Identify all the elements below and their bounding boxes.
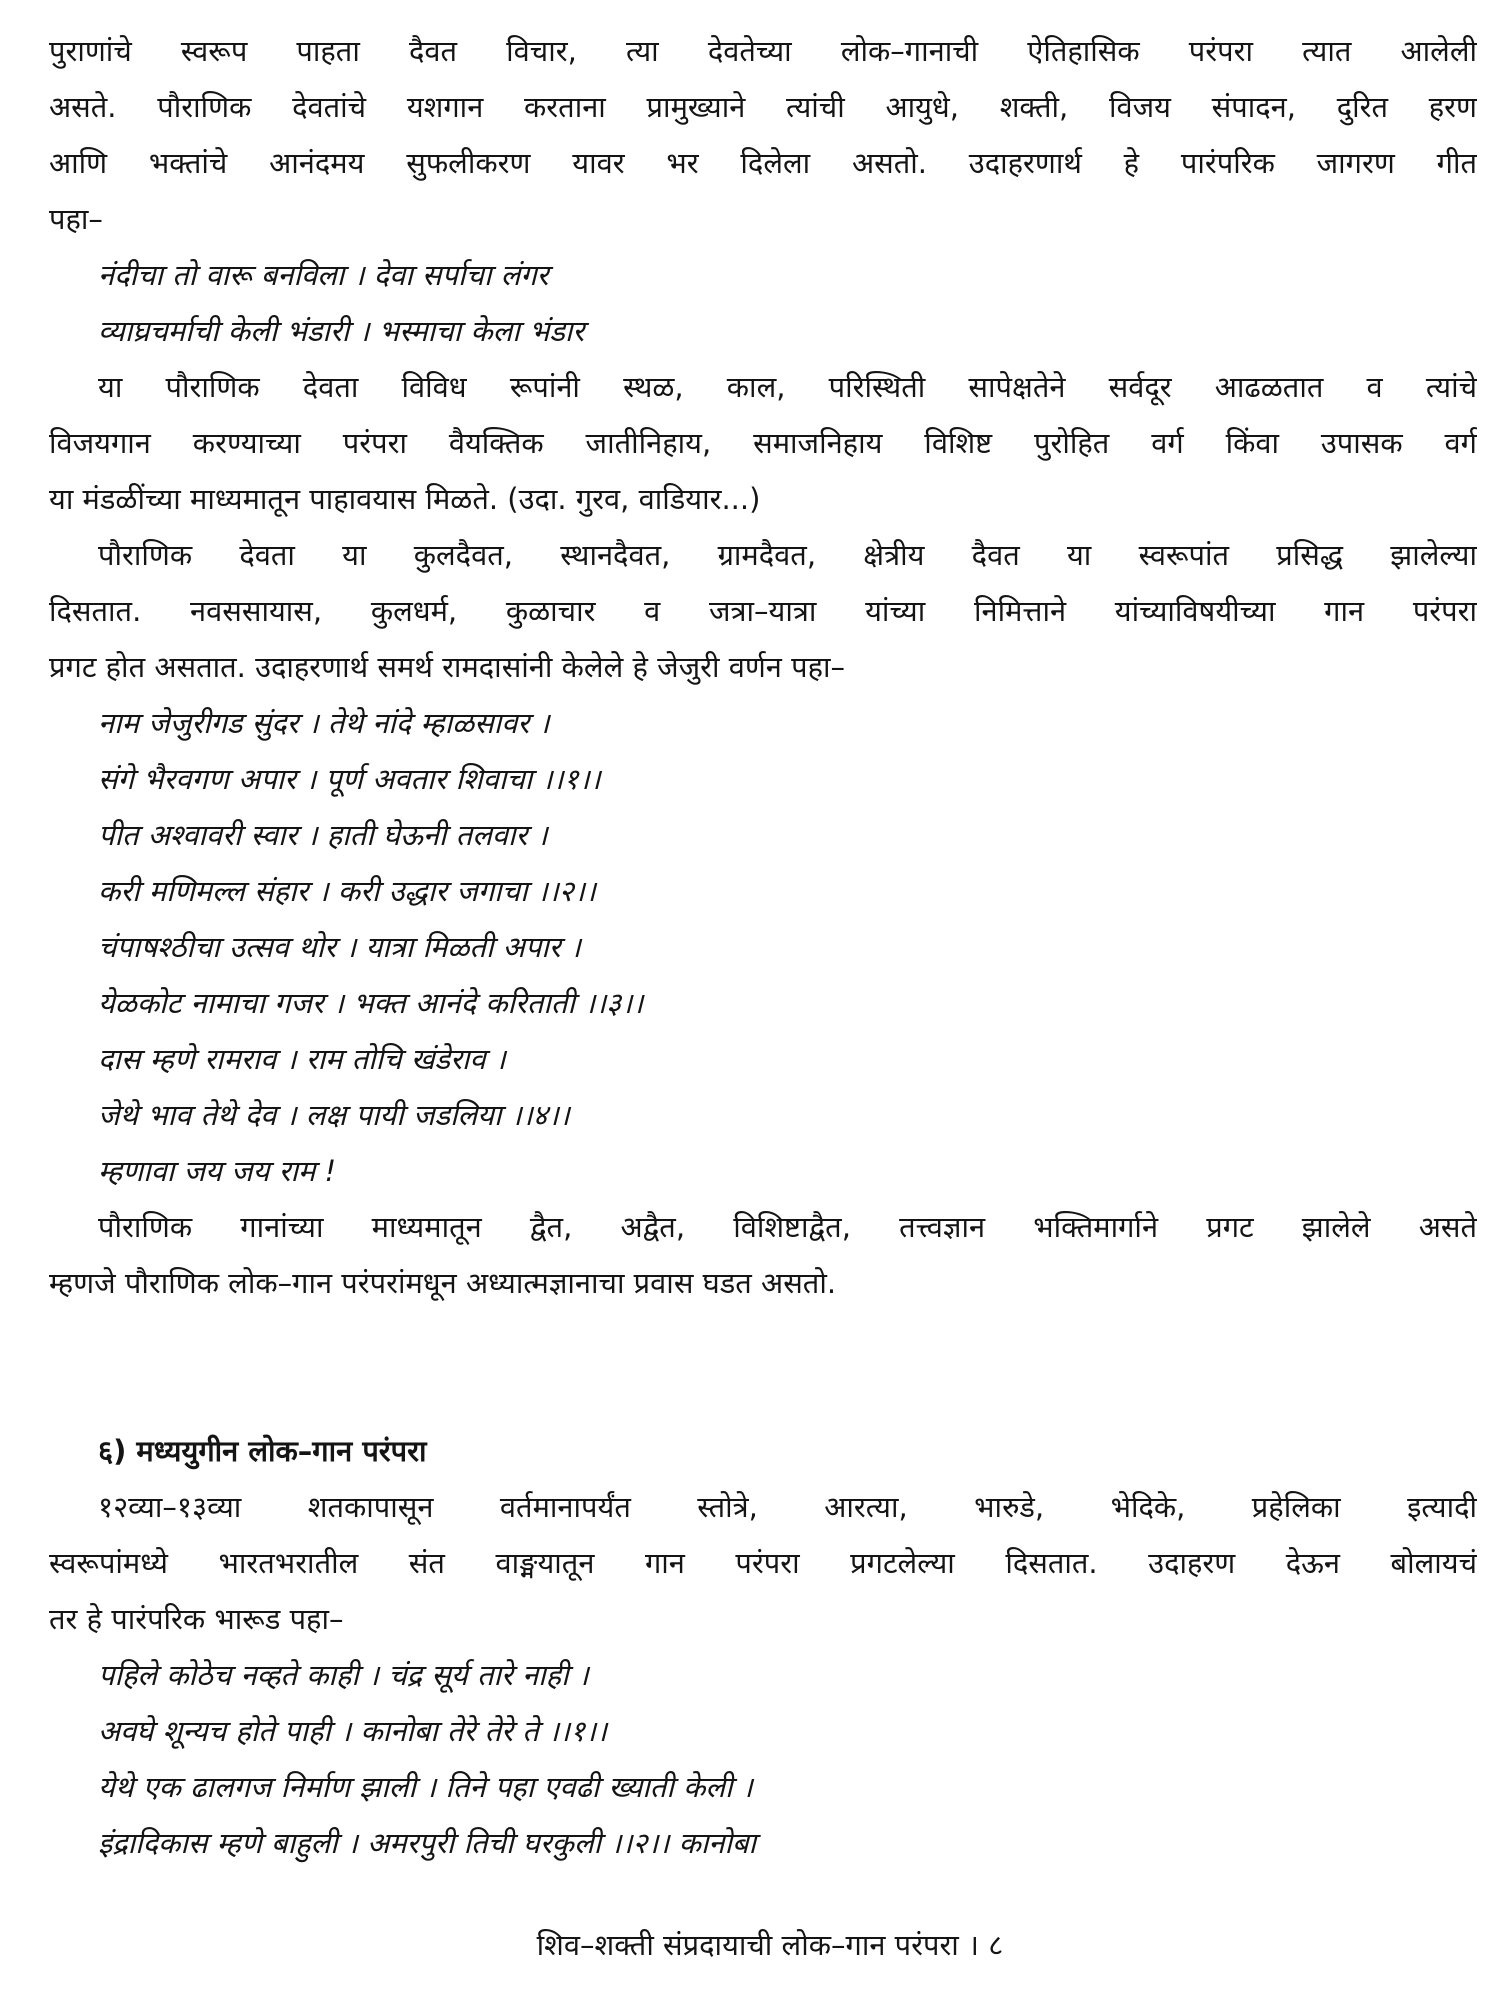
text-line: पहा– <box>49 202 103 236</box>
verse-line: पहिले कोठेच नव्हते काही । चंद्र सूर्य तारे नाही । <box>98 1658 589 1692</box>
section-gap <box>49 1367 1477 1423</box>
verse-block <box>49 247 1477 359</box>
text-line: पुराणांचे स्वरूप पाहता दैवत विचार, त्या देवतेच्या लोक–गानाची ऐतिहासिक परंपरा त्यात आलेली <box>49 34 1477 68</box>
verse-line: पीत अश्वावरी स्वार । हाती घेऊनी तलवार । <box>98 818 548 852</box>
text-line: म्हणजे पौराणिक लोक–गान परंपरांमधून अध्यात्मज्ञानाचा प्रवास घडत असतो. <box>49 1266 837 1300</box>
verse-line: नाम जेजुरीगड सुंदर । तेथे नांदे म्हाळसावर । <box>98 706 550 740</box>
verse-line: म्हणावा जय जय राम ! <box>98 1154 337 1188</box>
text-line: १२व्या–१३व्या शतकापासून वर्तमानापर्यंत स्तोत्रे, आरत्या, भारुडे, भेदिके, प्रहेलिका इत्यादी <box>98 1490 1477 1524</box>
verse-line: येळकोट नामाचा गजर । भक्त आनंदे करिताती ।।३।। <box>98 986 644 1020</box>
text-line: तर हे पारंपरिक भारूड पहा– <box>49 1602 344 1636</box>
verse-line: दास म्हणे रामराव । राम तोचि खंडेराव । <box>98 1042 506 1076</box>
document-body <box>49 23 1477 1871</box>
verse-line: संगे भैरवगण अपार । पूर्ण अवतार शिवाचा ।।१।। <box>98 762 601 796</box>
section-gap <box>49 1311 1477 1367</box>
verse-line: नंदीचा तो वारू बनविला । देवा सर्पाचा लंगर <box>98 258 549 292</box>
paragraph <box>49 1479 1477 1647</box>
verse-line: व्याघ्रचर्माची केली भंडारी । भस्माचा केला भंडार <box>98 314 585 348</box>
paragraph <box>49 23 1477 247</box>
verse-block <box>49 695 1477 1199</box>
text-line: या पौराणिक देवता विविध रूपांनी स्थळ, काल, परिस्थिती सापेक्षतेने सर्वदूर आढळतात व त्यांचे <box>98 370 1477 404</box>
verse-line: इंद्रादिकास म्हणे बाहुली । अमरपुरी तिची घरकुली ।।२।। कानोबा <box>98 1826 757 1860</box>
text-line: आणि भक्तांचे आनंदमय सुफलीकरण यावर भर दिलेला असतो. उदाहरणार्थ हे पारंपरिक जागरण गीत <box>49 146 1477 180</box>
verse-line: अवघे शून्यच होते पाही । कानोबा तेरे तेरे ते ।।१।। <box>98 1714 608 1748</box>
text-line: विजयगान करण्याच्या परंपरा वैयक्तिक जातीनिहाय, समाजनिहाय विशिष्ट पुरोहित वर्ग किंवा उपासक वर्ग <box>49 426 1477 460</box>
text-line: पौराणिक गानांच्या माध्यमातून द्वैत, अद्वैत, विशिष्टाद्वैत, तत्त्वज्ञान भक्तिमार्गाने प्रगट झालेले असते <box>98 1210 1477 1244</box>
text-line: प्रगट होत असतात. उदाहरणार्थ समर्थ रामदासांनी केलेले हे जेजुरी वर्णन पहा– <box>49 650 845 684</box>
paragraph <box>49 1199 1477 1311</box>
page-footer: शिव–शक्ती संप्रदायाची लोक–गान परंपरा । ८ <box>536 1928 1004 1962</box>
verse-line: करी मणिमल्ल संहार । करी उद्धार जगाचा ।।२।। <box>98 874 596 908</box>
text-line: दिसतात. नवससायास, कुलधर्म, कुळाचार व जत्रा–यात्रा यांच्या निमित्ताने यांच्याविषयीच्या गान परंपरा <box>49 594 1477 628</box>
text-line: या मंडळींच्या माध्यमातून पाहावयास मिळते. (उदा. गुरव, वाडियार...) <box>49 482 761 516</box>
heading-text: ६) मध्ययुगीन लोक–गान परंपरा <box>98 1434 427 1468</box>
text-line: स्वरूपांमध्ये भारतभरातील संत वाङ्मयातून गान परंपरा प्रगटलेल्या दिसतात. उदाहरण देऊन बोलायचं <box>49 1546 1477 1580</box>
paragraph <box>49 527 1477 695</box>
section-heading <box>49 1423 1477 1479</box>
verse-line: जेथे भाव तेथे देव । लक्ष पायी जडलिया ।।४।। <box>98 1098 570 1132</box>
verse-line: येथे एक ढालगज निर्माण झाली । तिने पहा एवढी ख्याती केली । <box>98 1770 753 1804</box>
text-line: असते. पौराणिक देवतांचे यशगान करताना प्रामुख्याने त्यांची आयुधे, शक्ती, विजय संपादन, दुरित हरण <box>49 90 1477 124</box>
verse-block <box>49 1647 1477 1871</box>
verse-line: चंपाषश्ठीचा उत्सव थोर । यात्रा मिळती अपार । <box>98 930 581 964</box>
paragraph <box>49 359 1477 527</box>
text-line: पौराणिक देवता या कुलदैवत, स्थानदैवत, ग्रामदैवत, क्षेत्रीय दैवत या स्वरूपांत प्रसिद्ध झालेल्या <box>98 538 1477 572</box>
